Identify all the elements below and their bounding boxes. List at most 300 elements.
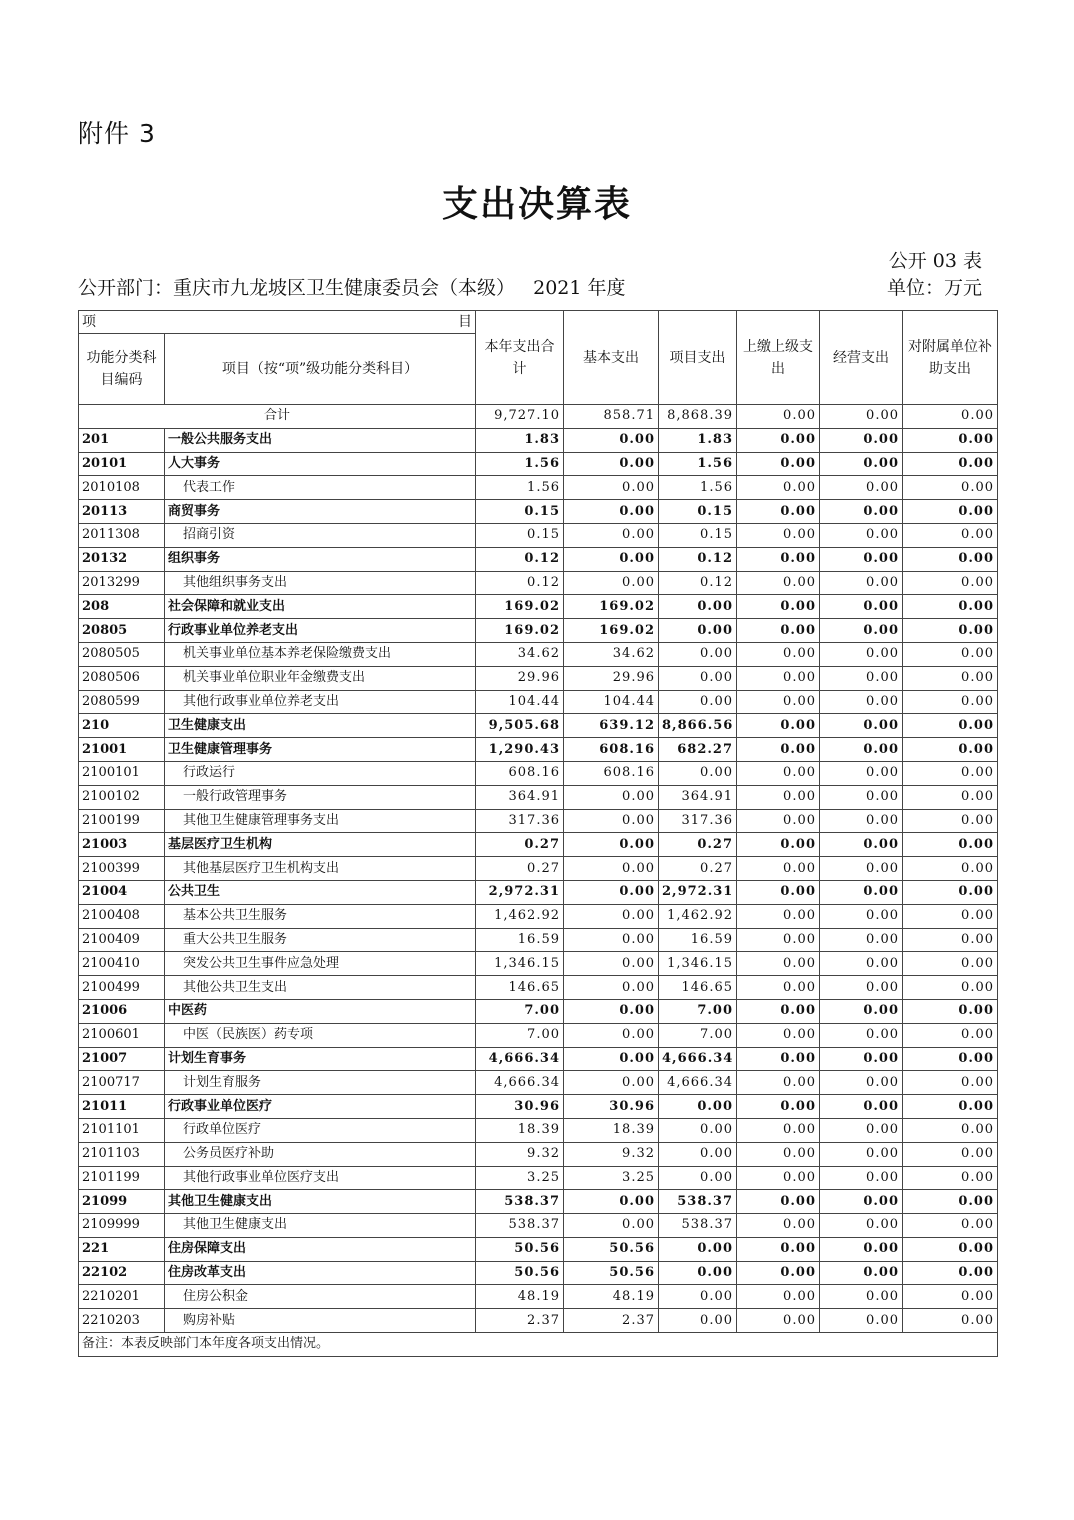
row-value: 0.00: [737, 857, 820, 881]
total-value: 9,727.10: [476, 405, 564, 429]
row-value: 146.65: [659, 976, 737, 1000]
row-value: 0.00: [737, 428, 820, 452]
row-value: 0.00: [564, 1071, 659, 1095]
row-code: 2013299: [79, 571, 165, 595]
row-value: 0.00: [659, 1285, 737, 1309]
row-value: 0.00: [903, 1190, 998, 1214]
row-value: 0.00: [903, 452, 998, 476]
row-value: 0.00: [564, 571, 659, 595]
row-value: 0.00: [903, 642, 998, 666]
row-value: 48.19: [564, 1285, 659, 1309]
row-value: 1.83: [476, 428, 564, 452]
row-value: 0.00: [903, 1261, 998, 1285]
row-value: 0.00: [903, 857, 998, 881]
row-value: 0.15: [659, 523, 737, 547]
row-code: 20113: [79, 500, 165, 524]
row-value: 0.00: [903, 1047, 998, 1071]
row-value: 0.00: [737, 1214, 820, 1238]
row-value: 0.00: [903, 1214, 998, 1238]
table-row: [79, 428, 998, 452]
table-row: [79, 880, 998, 904]
row-value: 0.00: [737, 642, 820, 666]
row-code: 2080599: [79, 690, 165, 714]
row-value: 4,666.34: [659, 1071, 737, 1095]
row-value: 0.00: [737, 880, 820, 904]
row-value: 169.02: [476, 595, 564, 619]
row-name: 公务员医疗补助: [165, 1142, 476, 1166]
row-value: 48.19: [476, 1285, 564, 1309]
row-value: 0.00: [903, 1166, 998, 1190]
row-value: 0.00: [737, 1285, 820, 1309]
row-value: 1,346.15: [476, 952, 564, 976]
row-value: 0.00: [820, 571, 903, 595]
row-value: 0.00: [564, 1214, 659, 1238]
row-name: 招商引资: [165, 523, 476, 547]
header-item-right: 目: [458, 314, 472, 330]
row-value: 1.56: [476, 452, 564, 476]
row-value: 0.00: [820, 999, 903, 1023]
row-code: 21099: [79, 1190, 165, 1214]
row-value: 0.00: [564, 523, 659, 547]
row-value: 0.00: [820, 857, 903, 881]
row-name: 基本公共卫生服务: [165, 904, 476, 928]
table-row: [79, 595, 998, 619]
row-name: 行政事业单位养老支出: [165, 619, 476, 643]
row-value: 538.37: [659, 1190, 737, 1214]
row-value: 0.00: [903, 1142, 998, 1166]
table-row: [79, 666, 998, 690]
row-value: 364.91: [476, 785, 564, 809]
row-code: 21011: [79, 1095, 165, 1119]
table-row: [79, 833, 998, 857]
row-name: 一般公共服务支出: [165, 428, 476, 452]
row-value: 0.00: [737, 1237, 820, 1261]
row-value: 0.00: [820, 785, 903, 809]
row-value: 0.00: [903, 666, 998, 690]
note-row: [79, 1333, 998, 1357]
row-value: 4,666.34: [659, 1047, 737, 1071]
expenditure-table: [78, 310, 998, 1357]
unit-label: 单位：万元: [886, 277, 982, 299]
row-value: 0.12: [659, 547, 737, 571]
row-value: 7.00: [476, 999, 564, 1023]
row-value: 50.56: [564, 1237, 659, 1261]
row-code: 201: [79, 428, 165, 452]
row-value: 29.96: [476, 666, 564, 690]
row-value: 0.00: [659, 1118, 737, 1142]
row-value: 0.00: [903, 928, 998, 952]
row-value: 0.00: [820, 595, 903, 619]
row-value: 0.00: [737, 1118, 820, 1142]
row-value: 538.37: [476, 1190, 564, 1214]
row-value: 29.96: [564, 666, 659, 690]
form-number: 公开 03 表: [888, 250, 982, 272]
table-row: [79, 1095, 998, 1119]
row-value: 0.00: [820, 452, 903, 476]
row-value: 0.00: [737, 595, 820, 619]
row-value: 0.00: [737, 666, 820, 690]
header-business: 经营支出: [820, 311, 903, 405]
row-value: 0.00: [564, 904, 659, 928]
row-code: 2100399: [79, 857, 165, 881]
row-value: 0.00: [737, 761, 820, 785]
row-code: 2011308: [79, 523, 165, 547]
row-value: 0.00: [903, 809, 998, 833]
row-value: 0.00: [737, 547, 820, 571]
row-value: 0.00: [737, 500, 820, 524]
total-value: 0.00: [820, 405, 903, 429]
row-value: 0.00: [820, 666, 903, 690]
row-value: 0.00: [737, 928, 820, 952]
row-name: 行政运行: [165, 761, 476, 785]
row-name: 机关事业单位基本养老保险缴费支出: [165, 642, 476, 666]
row-value: 18.39: [564, 1118, 659, 1142]
row-value: 16.59: [659, 928, 737, 952]
row-value: 146.65: [476, 976, 564, 1000]
table-row: [79, 809, 998, 833]
row-value: 0.00: [564, 428, 659, 452]
row-value: 0.27: [476, 833, 564, 857]
row-value: 169.02: [476, 619, 564, 643]
row-value: 0.00: [820, 833, 903, 857]
row-value: 0.00: [820, 904, 903, 928]
row-value: 0.00: [903, 595, 998, 619]
table-row: [79, 1237, 998, 1261]
row-name: 其他行政事业单位医疗支出: [165, 1166, 476, 1190]
row-value: 0.15: [476, 523, 564, 547]
row-value: 1,290.43: [476, 738, 564, 762]
row-value: 0.00: [903, 952, 998, 976]
row-name: 计划生育事务: [165, 1047, 476, 1071]
row-value: 0.00: [903, 904, 998, 928]
row-code: 2100408: [79, 904, 165, 928]
row-value: 0.00: [659, 1095, 737, 1119]
row-code: 20101: [79, 452, 165, 476]
header-upper: 上缴上级支出: [737, 311, 820, 405]
row-value: 30.96: [564, 1095, 659, 1119]
row-name: 卫生健康管理事务: [165, 738, 476, 762]
page-title: 支出决算表: [441, 183, 632, 225]
row-value: 1,462.92: [476, 904, 564, 928]
row-value: 0.00: [903, 714, 998, 738]
row-value: 0.00: [564, 976, 659, 1000]
row-value: 0.00: [903, 738, 998, 762]
row-code: 2101199: [79, 1166, 165, 1190]
row-value: 1,346.15: [659, 952, 737, 976]
row-value: 0.00: [820, 1118, 903, 1142]
row-value: 0.00: [820, 1237, 903, 1261]
row-value: 0.00: [737, 1047, 820, 1071]
row-value: 317.36: [659, 809, 737, 833]
table-row: [79, 1309, 998, 1333]
row-name: 卫生健康支出: [165, 714, 476, 738]
row-code: 2080505: [79, 642, 165, 666]
department-label: 公开部门：重庆市九龙坡区卫生健康委员会（本级） 2021 年度: [78, 277, 626, 299]
header-total: 本年支出合计: [476, 311, 564, 405]
row-value: 0.27: [659, 857, 737, 881]
row-value: 50.56: [476, 1261, 564, 1285]
row-code: 2100717: [79, 1071, 165, 1095]
row-value: 0.00: [564, 999, 659, 1023]
row-value: 0.00: [564, 1190, 659, 1214]
row-code: 2101103: [79, 1142, 165, 1166]
row-code: 2210203: [79, 1309, 165, 1333]
row-code: 2100199: [79, 809, 165, 833]
row-code: 2101101: [79, 1118, 165, 1142]
row-value: 0.00: [737, 714, 820, 738]
row-name: 中医（民族医）药专项: [165, 1023, 476, 1047]
table-row: [79, 928, 998, 952]
row-value: 0.00: [820, 690, 903, 714]
row-value: 0.00: [820, 880, 903, 904]
row-value: 4,666.34: [476, 1047, 564, 1071]
row-name: 商贸事务: [165, 500, 476, 524]
row-code: 21007: [79, 1047, 165, 1071]
row-value: 0.00: [820, 1190, 903, 1214]
row-value: 0.00: [903, 1023, 998, 1047]
row-value: 2.37: [564, 1309, 659, 1333]
row-name: 中医药: [165, 999, 476, 1023]
table-row: [79, 1047, 998, 1071]
row-name: 其他卫生健康支出: [165, 1190, 476, 1214]
row-value: 0.12: [659, 571, 737, 595]
row-code: 2210201: [79, 1285, 165, 1309]
row-value: 0.00: [659, 666, 737, 690]
row-code: 2100409: [79, 928, 165, 952]
row-value: 2.37: [476, 1309, 564, 1333]
row-value: 0.00: [820, 642, 903, 666]
row-value: 0.00: [820, 1071, 903, 1095]
row-value: 0.00: [903, 690, 998, 714]
row-name: 公共卫生: [165, 880, 476, 904]
table-row: [79, 1214, 998, 1238]
row-value: 3.25: [564, 1166, 659, 1190]
row-value: 0.00: [564, 1047, 659, 1071]
row-value: 682.27: [659, 738, 737, 762]
row-value: 0.00: [659, 1237, 737, 1261]
row-value: 0.00: [659, 1309, 737, 1333]
row-value: 0.00: [820, 523, 903, 547]
row-value: 0.00: [564, 928, 659, 952]
row-value: 639.12: [564, 714, 659, 738]
table-row: [79, 976, 998, 1000]
table-row: [79, 857, 998, 881]
row-value: 0.00: [903, 1309, 998, 1333]
table-row: [79, 1285, 998, 1309]
row-value: 0.00: [659, 761, 737, 785]
table-note: 备注：本表反映部门本年度各项支出情况。: [79, 1333, 998, 1357]
row-code: 2100410: [79, 952, 165, 976]
row-value: 0.00: [737, 571, 820, 595]
row-value: 0.00: [737, 1309, 820, 1333]
row-code: 22102: [79, 1261, 165, 1285]
row-value: 0.15: [659, 500, 737, 524]
row-value: 0.00: [737, 904, 820, 928]
row-value: 0.00: [903, 1285, 998, 1309]
row-name: 一般行政管理事务: [165, 785, 476, 809]
row-value: 0.00: [564, 785, 659, 809]
row-value: 18.39: [476, 1118, 564, 1142]
row-value: 0.00: [659, 595, 737, 619]
row-value: 0.00: [903, 619, 998, 643]
row-name: 人大事务: [165, 452, 476, 476]
row-value: 608.16: [476, 761, 564, 785]
row-code: 21004: [79, 880, 165, 904]
row-value: 0.00: [737, 952, 820, 976]
row-code: 21003: [79, 833, 165, 857]
row-code: 2109999: [79, 1214, 165, 1238]
table-row: [79, 738, 998, 762]
row-value: 0.00: [820, 714, 903, 738]
row-value: 0.00: [820, 476, 903, 500]
row-value: 0.00: [737, 785, 820, 809]
row-value: 50.56: [564, 1261, 659, 1285]
row-value: 0.00: [737, 738, 820, 762]
row-value: 34.62: [476, 642, 564, 666]
row-name: 行政事业单位医疗: [165, 1095, 476, 1119]
row-value: 0.00: [659, 1166, 737, 1190]
table-row: [79, 1261, 998, 1285]
row-code: 2080506: [79, 666, 165, 690]
row-value: 0.15: [476, 500, 564, 524]
row-value: 0.00: [820, 738, 903, 762]
total-value: 0.00: [903, 405, 998, 429]
row-name: 行政单位医疗: [165, 1118, 476, 1142]
row-name: 代表工作: [165, 476, 476, 500]
row-value: 0.00: [564, 452, 659, 476]
row-value: 1,462.92: [659, 904, 737, 928]
total-value: 0.00: [737, 405, 820, 429]
table-row: [79, 571, 998, 595]
row-value: 0.00: [820, 1309, 903, 1333]
row-value: 608.16: [564, 738, 659, 762]
row-value: 2,972.31: [659, 880, 737, 904]
row-value: 0.00: [564, 833, 659, 857]
row-value: 34.62: [564, 642, 659, 666]
row-name: 基层医疗卫生机构: [165, 833, 476, 857]
row-value: 7.00: [659, 999, 737, 1023]
row-value: 317.36: [476, 809, 564, 833]
row-value: 0.00: [820, 976, 903, 1000]
row-value: 7.00: [659, 1023, 737, 1047]
total-row: [79, 405, 998, 429]
row-code: 2010108: [79, 476, 165, 500]
table-row: [79, 1118, 998, 1142]
row-value: 1.56: [659, 452, 737, 476]
row-value: 0.00: [737, 690, 820, 714]
row-value: 0.00: [659, 642, 737, 666]
header-item-cell: [79, 311, 476, 334]
row-name: 住房保障支出: [165, 1237, 476, 1261]
row-value: 0.00: [737, 833, 820, 857]
row-value: 1.56: [659, 476, 737, 500]
row-code: 2100102: [79, 785, 165, 809]
row-value: 364.91: [659, 785, 737, 809]
table-row: [79, 1142, 998, 1166]
row-value: 0.00: [820, 1214, 903, 1238]
row-value: 0.00: [820, 809, 903, 833]
row-value: 0.00: [820, 928, 903, 952]
row-value: 7.00: [476, 1023, 564, 1047]
table-row: [79, 952, 998, 976]
total-value: 8,868.39: [659, 405, 737, 429]
row-name: 其他卫生健康支出: [165, 1214, 476, 1238]
row-value: 0.00: [737, 1166, 820, 1190]
row-value: 0.00: [737, 476, 820, 500]
row-code: 2100601: [79, 1023, 165, 1047]
table-row: [79, 785, 998, 809]
row-value: 0.00: [820, 1285, 903, 1309]
table-row: [79, 1190, 998, 1214]
row-value: 9.32: [476, 1142, 564, 1166]
row-value: 0.00: [659, 690, 737, 714]
row-name: 组织事务: [165, 547, 476, 571]
row-value: 169.02: [564, 595, 659, 619]
table-row: [79, 500, 998, 524]
row-value: 0.00: [903, 1237, 998, 1261]
header-code: 功能分类科目编码: [79, 334, 165, 405]
row-value: 538.37: [659, 1214, 737, 1238]
row-code: 221: [79, 1237, 165, 1261]
row-value: 0.00: [737, 1095, 820, 1119]
row-value: 0.00: [820, 428, 903, 452]
row-value: 0.27: [476, 857, 564, 881]
row-value: 0.00: [564, 500, 659, 524]
table-row: [79, 476, 998, 500]
row-value: 0.00: [737, 1071, 820, 1095]
row-value: 0.00: [737, 619, 820, 643]
row-value: 3.25: [476, 1166, 564, 1190]
row-value: 4,666.34: [476, 1071, 564, 1095]
row-value: 0.00: [903, 500, 998, 524]
header-project: 项目支出: [659, 311, 737, 405]
row-value: 169.02: [564, 619, 659, 643]
row-value: 8,866.56: [659, 714, 737, 738]
table-row: [79, 904, 998, 928]
row-name: 计划生育服务: [165, 1071, 476, 1095]
row-code: 210: [79, 714, 165, 738]
table-row: [79, 642, 998, 666]
row-value: 0.12: [476, 571, 564, 595]
row-value: 2,972.31: [476, 880, 564, 904]
row-name: 其他组织事务支出: [165, 571, 476, 595]
row-code: 2100101: [79, 761, 165, 785]
row-value: 9.32: [564, 1142, 659, 1166]
row-value: 0.00: [903, 428, 998, 452]
row-value: 0.00: [903, 1095, 998, 1119]
row-value: 9,505.68: [476, 714, 564, 738]
attachment-label: 附件 3: [78, 119, 156, 148]
row-value: 0.00: [820, 500, 903, 524]
row-name: 住房改革支出: [165, 1261, 476, 1285]
total-label: 合计: [79, 405, 476, 429]
row-value: 0.00: [903, 833, 998, 857]
row-value: 0.00: [820, 1023, 903, 1047]
row-value: 0.00: [564, 547, 659, 571]
row-value: 50.56: [476, 1237, 564, 1261]
row-value: 0.00: [903, 976, 998, 1000]
row-value: 104.44: [564, 690, 659, 714]
row-value: 0.00: [737, 1190, 820, 1214]
row-value: 0.00: [737, 1261, 820, 1285]
row-value: 0.00: [820, 547, 903, 571]
row-name: 重大公共卫生服务: [165, 928, 476, 952]
row-name: 其他基层医疗卫生机构支出: [165, 857, 476, 881]
row-value: 1.83: [659, 428, 737, 452]
row-value: 0.00: [564, 952, 659, 976]
row-code: 21001: [79, 738, 165, 762]
row-value: 0.00: [820, 1095, 903, 1119]
